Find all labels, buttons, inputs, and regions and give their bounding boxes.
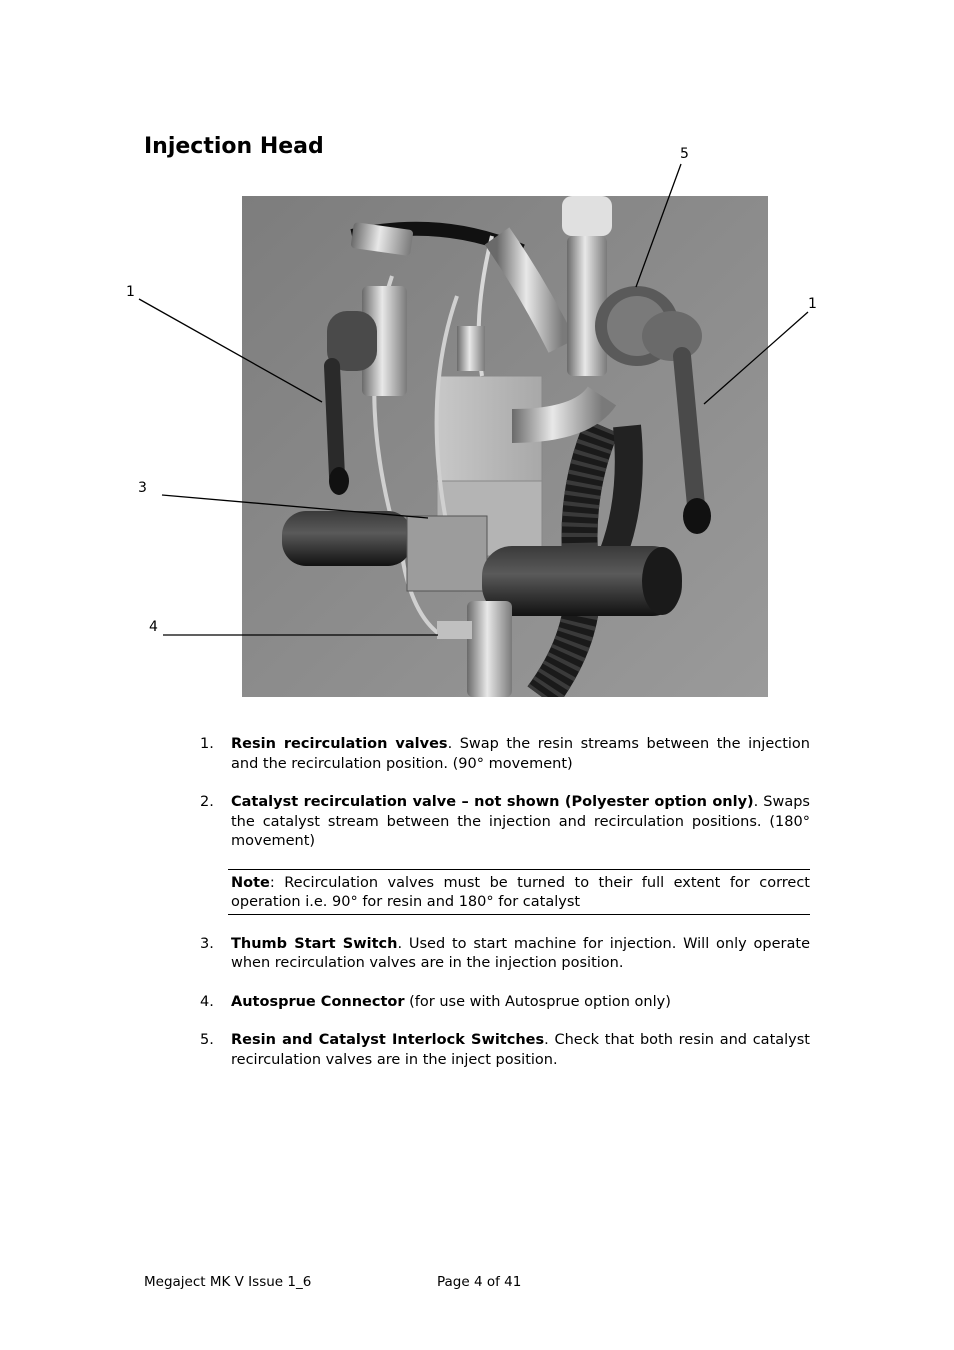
item-number: 3. [200,935,214,952]
item-description: . Swaps the catalyst stream between the injection and recirculation positions. (180° movement) [231,794,810,849]
item-term: Resin recirculation valves [231,736,448,752]
item-description: (for use with Autosprue option only) [404,993,671,1010]
callout-1-left: 1 [126,284,135,300]
note-box [228,869,810,915]
item-text [231,935,810,974]
item-text [231,1031,810,1070]
item-number: 4. [200,993,214,1010]
callout-3: 3 [138,480,147,496]
item-description: . Used to start machine for injection. Will only operate when recirculation valves are in the injection position. [231,935,810,971]
note-text: : Recirculation valves must be turned to their full extent for correct operation i.e. 90° for resin and 180° for catalyst [231,874,810,910]
item-text [231,793,810,852]
footer-document-id: Megaject MK V Issue 1_6 [144,1274,312,1290]
list-item [200,1031,810,1070]
list-item [200,935,810,974]
item-description: . Swap the resin streams between the injection and the recirculation position. (90° movement) [231,736,810,772]
list-item [200,735,810,774]
note-label: Note [231,874,270,891]
callout-4: 4 [149,619,158,635]
page-title: Injection Head [144,134,324,159]
list-item [200,793,810,852]
item-description: . Check that both resin and catalyst recirculation valves are in the inject position. [231,1032,810,1068]
item-text [231,735,810,774]
item-number: 5. [200,1032,214,1048]
item-term: Autosprue Connector [231,993,405,1010]
item-term: Thumb Start Switch [231,935,398,952]
footer-page-number: Page 4 of 41 [437,1274,522,1290]
item-text [231,993,810,1013]
item-term: Resin and Catalyst Interlock Switches [231,1032,545,1048]
list-item [200,993,810,1013]
callout-1-right: 1 [808,296,817,312]
item-number: 2. [200,794,214,810]
item-number: 1. [200,736,214,752]
callout-5: 5 [680,146,689,162]
component-list [200,735,810,1089]
item-term: Catalyst recirculation valve – not shown (Polyester option only) [231,794,754,810]
